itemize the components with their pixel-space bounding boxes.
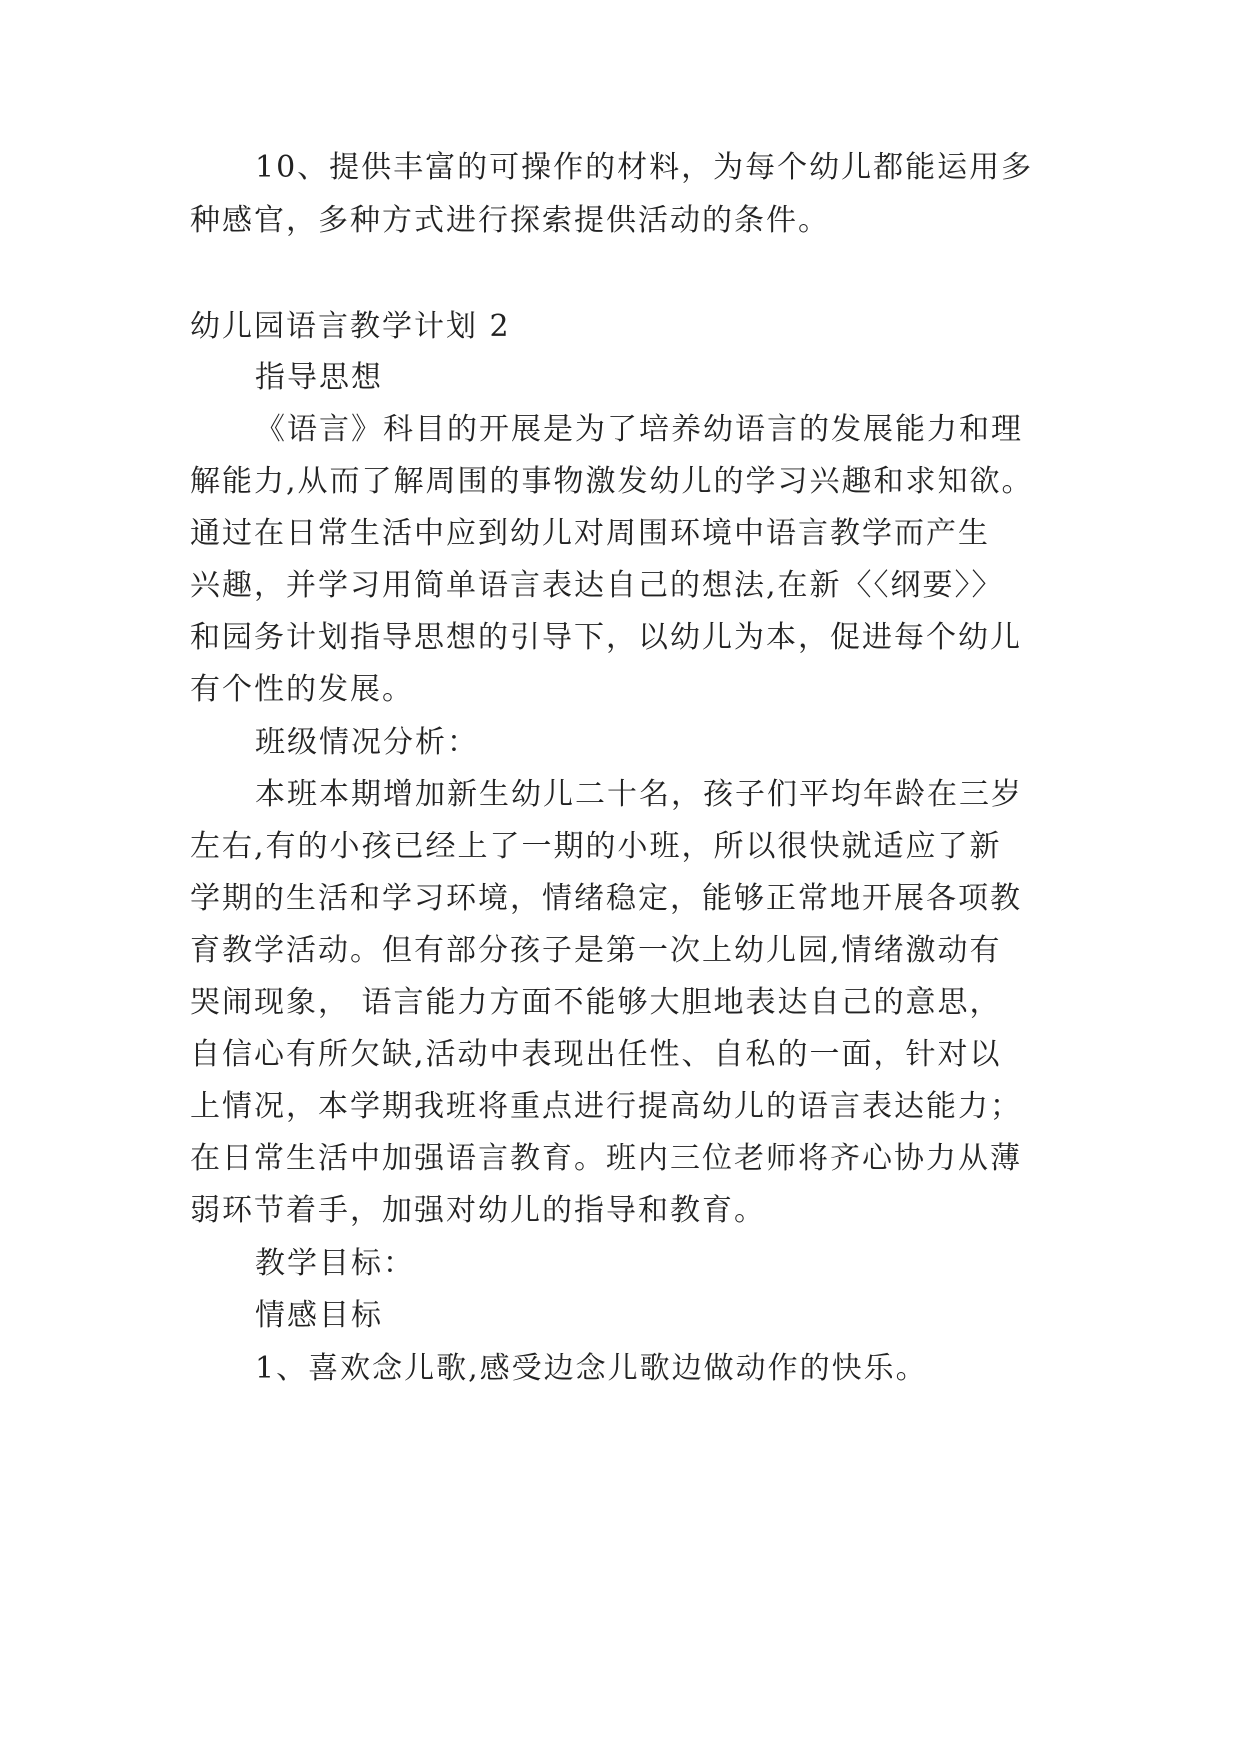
- paragraph-line: 种感官，多种方式进行探索提供活动的条件。: [190, 203, 830, 238]
- paragraph-line: 1、喜欢念儿歌,感受边念儿歌边做动作的快乐。: [255, 1351, 928, 1386]
- paragraph-line: 有个性的发展。: [190, 672, 414, 707]
- paragraph-line: 《语言》科目的开展是为了培养幼语言的发展能力和理: [255, 412, 1023, 447]
- subheading: 班级情况分析：: [255, 725, 479, 760]
- paragraph-line: 兴趣，并学习用简单语言表达自己的想法,在新〈〈纲要〉〉: [190, 568, 1004, 603]
- paragraph-line: 弱环节着手，加强对幼儿的指导和教育。: [190, 1193, 766, 1228]
- subheading: 指导思想: [255, 360, 383, 395]
- paragraph-line: 和园务计划指导思想的引导下，以幼儿为本，促进每个幼儿: [190, 620, 1022, 655]
- paragraph-line: 通过在日常生活中应到幼儿对周围环境中语言教学而产生: [190, 516, 990, 551]
- paragraph-line: 在日常生活中加强语言教育。班内三位老师将齐心协力从薄: [190, 1141, 1022, 1176]
- paragraph-line: 解能力,从而了解周围的事物激发幼儿的学习兴趣和求知欲。: [190, 464, 1034, 499]
- subheading: 情感目标: [255, 1298, 383, 1333]
- paragraph-line: 上情况，本学期我班将重点进行提高幼儿的语言表达能力；: [190, 1089, 1022, 1124]
- paragraph-line: 左右,有的小孩已经上了一期的小班，所以很快就适应了新: [190, 829, 1002, 864]
- paragraph-line: 育教学活动。但有部分孩子是第一次上幼儿园,情绪激动有: [190, 933, 1002, 968]
- paragraph-line: 10、提供丰富的可操作的材料，为每个幼儿都能运用多: [255, 150, 1034, 185]
- paragraph-line: 哭闹现象， 语言能力方面不能够大胆地表达自己的意思，: [190, 985, 1002, 1020]
- paragraph-line: 学期的生活和学习环境，情绪稳定，能够正常地开展各项教: [190, 881, 1022, 916]
- section-title: 幼儿园语言教学计划 2: [190, 309, 511, 344]
- paragraph-line: 本班本期增加新生幼儿二十名，孩子们平均年龄在三岁: [255, 777, 1023, 812]
- paragraph-line: 自信心有所欠缺,活动中表现出任性、自私的一面，针对以: [190, 1037, 1002, 1072]
- subheading: 教学目标：: [255, 1246, 415, 1281]
